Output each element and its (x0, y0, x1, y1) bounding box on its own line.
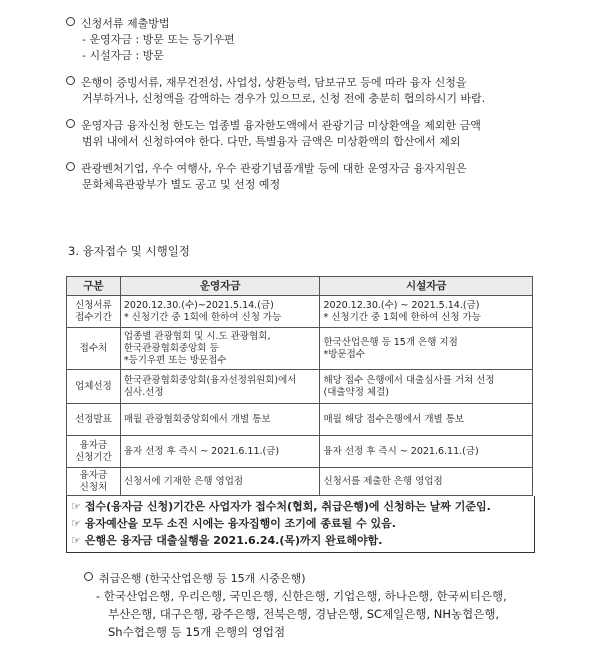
venture-note-cont: 문화체육관광부가 별도 공고 및 선정 예정 (82, 178, 281, 191)
note-item: ☞ 은행은 융자금 대출실행을 2021.6.24.(목)까지 완료해야함. (71, 534, 383, 547)
banks-line-1: - 한국산업은행, 우리은행, 국민은행, 신한은행, 기업은행, 하나은행, 한국씨티은행, (96, 589, 507, 603)
bank-note: 은행이 증빙서류, 재무건전성, 사업성, 상환능력, 담보규모 등에 따라 융자 신청을 (66, 75, 467, 90)
header-category: 구분 (67, 277, 121, 296)
pointing-hand-icon: ☞ (71, 534, 81, 547)
row-label: 융자금 신청처 (67, 468, 121, 496)
row-label: 접수처 (67, 328, 121, 370)
cell-facility: 신청서를 제출한 은행 영업점 (320, 468, 533, 496)
banks-line-3: Sh수협은행 등 15개 은행의 영업점 (108, 625, 286, 639)
cell-facility: 한국산업은행 등 15개 은행 지점 *방문접수 (320, 328, 533, 370)
circle-bullet-icon (66, 17, 75, 26)
submit-method-title: 신청서류 제출방법 (66, 16, 170, 31)
cell-operating: 매월 관광협회중앙회에서 개별 통보 (120, 404, 320, 436)
schedule-table (66, 276, 533, 496)
header-facility: 시설자금 (320, 277, 533, 296)
submit-facility: - 시설자금 : 방문 (82, 49, 164, 62)
table-row (67, 328, 533, 370)
note-item: ☞ 접수(융자금 신청)기간은 사업자가 접수처(협회, 취급은행)에 신청하는 날짜 기준임. (71, 500, 491, 513)
banks-title: 취급은행 (한국산업은행 등 15개 시중은행) (84, 571, 306, 586)
cell-facility: 해당 접수 은행에서 대출심사를 거쳐 선정 (대출약정 체결) (320, 370, 533, 404)
row-label: 업체선정 (67, 370, 121, 404)
submit-operating: - 운영자금 : 방문 또는 등기우편 (82, 33, 235, 46)
circle-bullet-icon (66, 76, 75, 85)
pointing-hand-icon: ☞ (71, 500, 81, 513)
circle-bullet-icon (84, 572, 93, 581)
table-row (67, 370, 533, 404)
note-item: ☞ 융자예산을 모두 소진 시에는 융자집행이 조기에 종료될 수 있음. (71, 517, 396, 530)
limit-note: 운영자금 융자신청 한도는 업종별 융자한도액에서 관광기금 미상환액을 제외한 금액 (66, 118, 481, 133)
cell-operating: 융자 선정 후 즉시 ~ 2021.6.11.(금) (120, 436, 320, 468)
cell-operating: 한국관광협회중앙회(융자선정위원회)에서 심사.선정 (120, 370, 320, 404)
table-row (67, 404, 533, 436)
row-label: 선정발표 (67, 404, 121, 436)
banks-line-2: 부산은행, 대구은행, 광주은행, 전북은행, 경남은행, SC제일은행, NH농협은행, (108, 607, 500, 621)
row-label: 융자금 신청기간 (67, 436, 121, 468)
cell-operating: 업종별 관광협회 및 시.도 관광협회, 한국관광협회중앙회 등 *등기우편 또는 방문접수 (120, 328, 320, 370)
table-header-row (67, 277, 533, 296)
header-operating: 운영자금 (120, 277, 320, 296)
row-label: 신청서류 접수기간 (67, 296, 121, 328)
cell-facility: 매월 해당 접수은행에서 개별 통보 (320, 404, 533, 436)
section-title: 3. 융자접수 및 시행일정 (68, 244, 190, 258)
table-row (67, 436, 533, 468)
table-row (67, 468, 533, 496)
cell-operating: 신청서에 기재한 은행 영업점 (120, 468, 320, 496)
limit-note-cont: 범위 내에서 신청하여야 한다. 다만, 특별융자 금액은 미상환액의 합산에서 제외 (82, 135, 461, 148)
venture-note: 관광벤처기업, 우수 여행사, 우수 관광기념품개발 등에 대한 운영자금 융자지원은 (66, 161, 467, 176)
circle-bullet-icon (66, 119, 75, 128)
pointing-hand-icon: ☞ (71, 517, 81, 530)
bank-note-cont: 거부하거나, 신청액을 감액하는 경우가 있으므로, 신청 전에 충분히 협의하시기 바람. (82, 92, 486, 105)
notes-box (66, 496, 535, 553)
cell-operating: 2020.12.30.(수)~2021.5.14.(금) * 신청기간 중 1회에 한하여 신청 가능 (120, 296, 320, 328)
cell-facility: 2020.12.30.(수) ~ 2021.5.14.(금) * 신청기간 중 1회에 한하여 신청 가능 (320, 296, 533, 328)
cell-facility: 융자 선정 후 즉시 ~ 2021.6.11.(금) (320, 436, 533, 468)
table-row (67, 296, 533, 328)
circle-bullet-icon (66, 162, 75, 171)
